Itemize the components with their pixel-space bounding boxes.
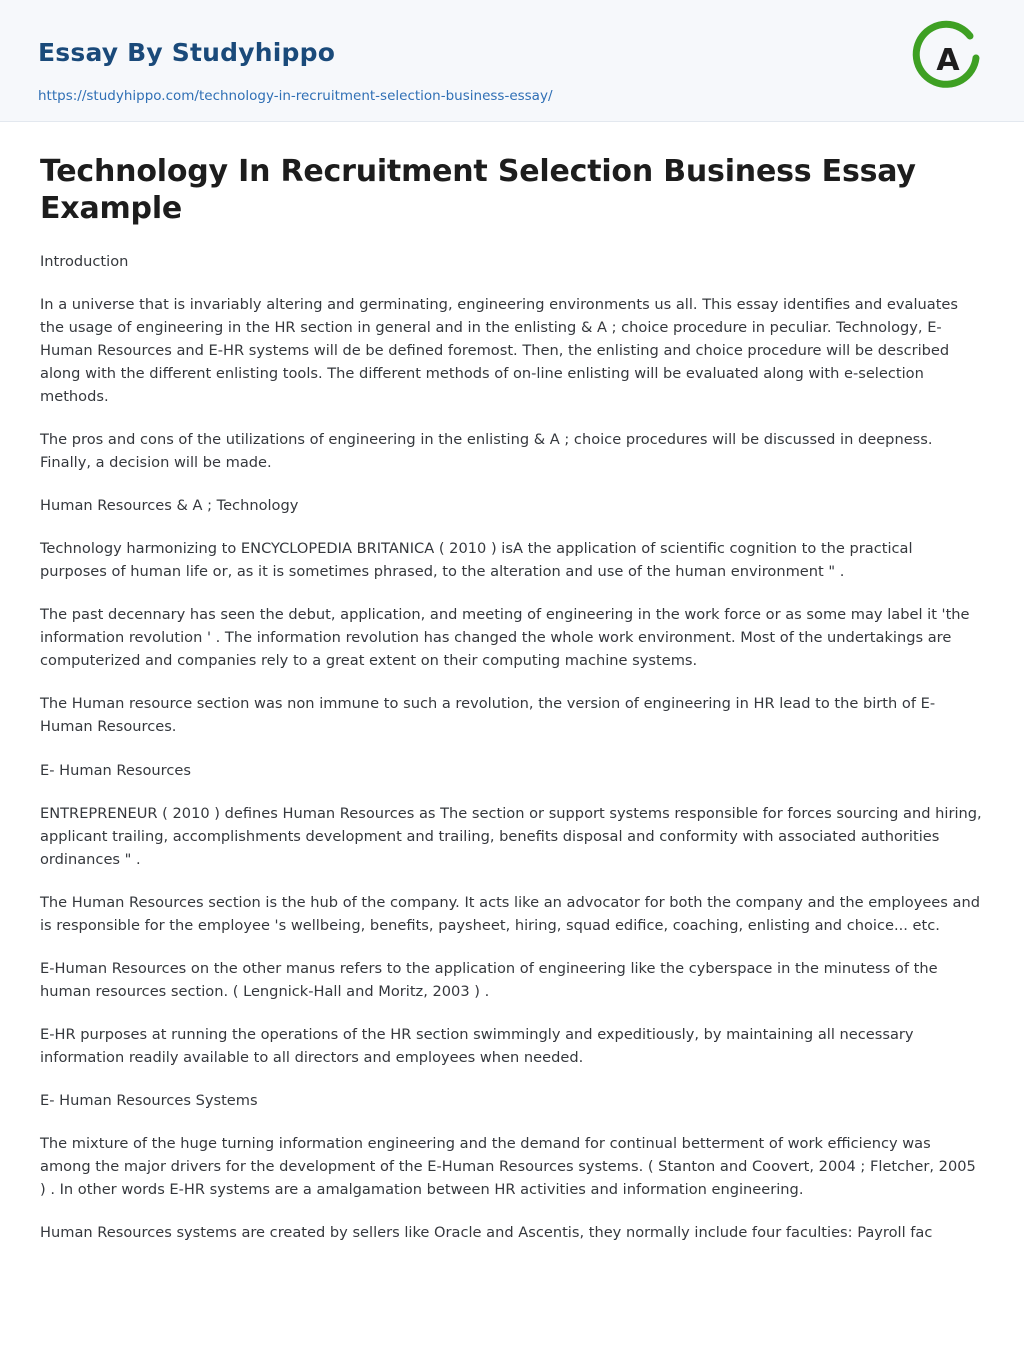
page-title: Technology In Recruitment Selection Business Essay Example (40, 154, 916, 226)
circle-a-logo-icon (910, 20, 986, 96)
article-body (0, 122, 1024, 1284)
source-url-link[interactable]: https://studyhippo.com/technology-in-recruitment-selection-business-essay/ (38, 88, 553, 104)
svg-text:A: A (936, 43, 960, 78)
paragraph-14: Human Resources systems are created by sellers like Oracle and Ascentis, they normally include four faculties: Payroll fac (40, 1224, 933, 1242)
paragraph-10: E-Human Resources on the other manus refers to the application of engineering like the cyberspace in the minutess of the human resources section. ( Lengnick-Hall and Moritz, 2003 ) . (40, 959, 938, 1000)
paragraph-9: The Human Resources section is the hub of the company. It acts like an advocator for both the company and the employees and is responsible for the employee 's wellbeing, benefits, paysheet, hiring, squad edifice, coaching, enlisting and choice... etc. (40, 893, 980, 934)
paragraph-7: E- Human Resources (40, 761, 191, 779)
paragraph-3: Human Resources & A ; Technology (40, 497, 299, 515)
paragraph-1: In a universe that is invariably altering and germinating, engineering environments us all. This essay identifies and evaluates the usage of engineering in the HR section in general and in the enlisting & A ; choice procedure in peculiar. Technology, E-Human Resources and E-HR systems will de be defined foremost. Then, the enlisting and choice procedure will be described along with the different enlisting tools. The different methods of on-line enlisting will be evaluated along with e-selection methods. (40, 295, 958, 406)
page-header (0, 0, 1024, 122)
site-brand: Essay By Studyhippo (38, 38, 336, 67)
paragraph-11: E-HR purposes at running the operations of the HR section swimmingly and expeditiously, by maintaining all necessary information readily available to all directors and employees when needed. (40, 1025, 914, 1066)
paragraph-6: The Human resource section was non immune to such a revolution, the version of engineering in HR lead to the birth of E-Human Resources. (40, 695, 936, 736)
paragraph-5: The past decennary has seen the debut, application, and meeting of engineering in the work force or as some may label it 'the information revolution ' . The information revolution has changed the whole work environment. Most of the undertakings are computerized and companies rely to a great extent on their computing machine systems. (40, 606, 970, 670)
paragraph-2: The pros and cons of the utilizations of engineering in the enlisting & A ; choice procedures will be discussed in deepness. Finally, a decision will be made. (40, 431, 933, 472)
paragraph-12: E- Human Resources Systems (40, 1092, 258, 1109)
paragraph-8: ENTREPRENEUR ( 2010 ) defines Human Resources as The section or support systems responsible for forces sourcing and hiring, applicant trailing, accomplishments development and trailing, benefits disposal and conformity with associated authorities ordinances " . (40, 804, 982, 868)
paragraph-4: Technology harmonizing to ENCYCLOPEDIA BRITANICA ( 2010 ) isA the application of scientific cognition to the practical purposes of human life or, as it is sometimes phrased, to the alteration and use of the human environment " . (40, 540, 913, 581)
paragraph-0: Introduction (40, 252, 129, 270)
paragraph-13: The mixture of the huge turning information engineering and the demand for continual betterment of work efficiency was among the major drivers for the development of the E-Human Resources systems. ( Stanton and Coovert, 2004 ; Fletcher, 2005 ) . In other words E-HR systems are a amalgamation between HR activities and information engineering. (40, 1135, 976, 1199)
